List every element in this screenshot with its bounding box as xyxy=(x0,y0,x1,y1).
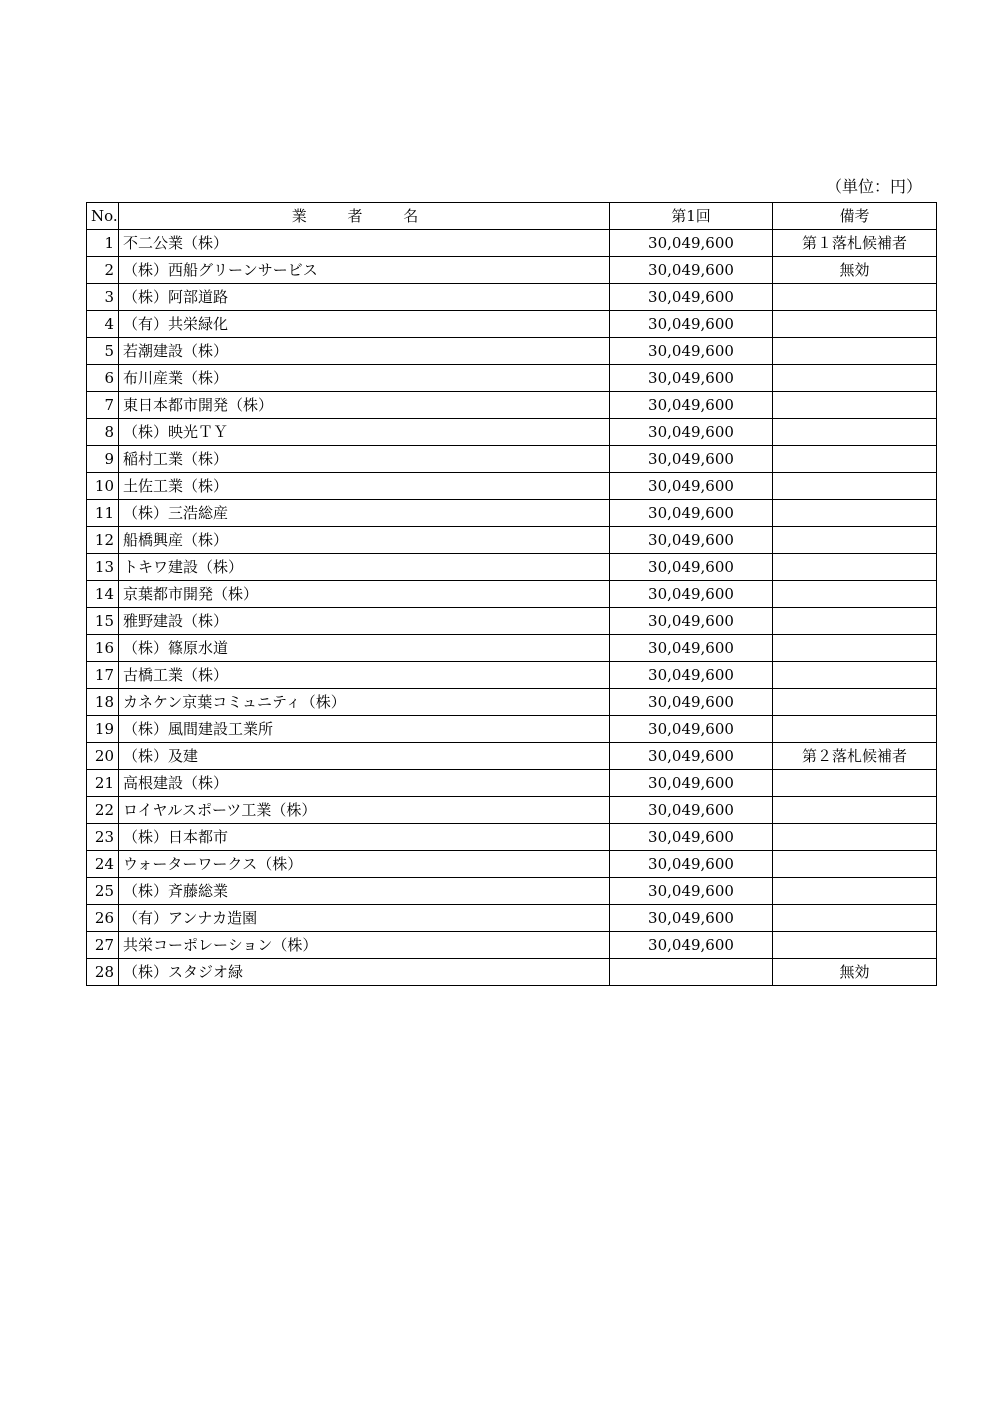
row-company-name: 不二公業（株） xyxy=(119,230,610,257)
header-note: 備考 xyxy=(773,203,937,230)
row-no: 16 xyxy=(87,635,119,662)
table-row xyxy=(87,446,937,473)
row-no: 7 xyxy=(87,392,119,419)
row-no: 18 xyxy=(87,689,119,716)
row-no: 1 xyxy=(87,230,119,257)
row-note xyxy=(773,392,937,419)
row-note: 無効 xyxy=(773,959,937,986)
row-no: 12 xyxy=(87,527,119,554)
row-company-name: （株）阿部道路 xyxy=(119,284,610,311)
row-note xyxy=(773,419,937,446)
row-no: 20 xyxy=(87,743,119,770)
row-bid-amount: 30,049,600 xyxy=(610,662,773,689)
row-note xyxy=(773,284,937,311)
row-company-name: 東日本都市開発（株） xyxy=(119,392,610,419)
row-note xyxy=(773,716,937,743)
row-company-name: （株）斉藤総業 xyxy=(119,878,610,905)
row-no: 10 xyxy=(87,473,119,500)
row-bid-amount: 30,049,600 xyxy=(610,689,773,716)
unit-label: （単位：円） xyxy=(825,177,922,196)
row-no: 13 xyxy=(87,554,119,581)
row-company-name: （有）共栄緑化 xyxy=(119,311,610,338)
table-row xyxy=(87,932,937,959)
table-row xyxy=(87,905,937,932)
table-row xyxy=(87,257,937,284)
row-company-name: 雅野建設（株） xyxy=(119,608,610,635)
row-bid-amount: 30,049,600 xyxy=(610,635,773,662)
row-bid-amount: 30,049,600 xyxy=(610,527,773,554)
row-company-name: 古橋工業（株） xyxy=(119,662,610,689)
row-no: 24 xyxy=(87,851,119,878)
row-company-name: ロイヤルスポーツ工業（株） xyxy=(119,797,610,824)
table-row xyxy=(87,959,937,986)
row-note: 第１落札候補者 xyxy=(773,230,937,257)
row-note xyxy=(773,932,937,959)
table-row xyxy=(87,716,937,743)
row-company-name: （株）篠原水道 xyxy=(119,635,610,662)
row-company-name: 高根建設（株） xyxy=(119,770,610,797)
table-row xyxy=(87,770,937,797)
row-company-name: 土佐工業（株） xyxy=(119,473,610,500)
row-bid-amount: 30,049,600 xyxy=(610,365,773,392)
table-row xyxy=(87,851,937,878)
row-bid-amount: 30,049,600 xyxy=(610,905,773,932)
table-row xyxy=(87,878,937,905)
row-no: 27 xyxy=(87,932,119,959)
row-no: 22 xyxy=(87,797,119,824)
row-bid-amount: 30,049,600 xyxy=(610,500,773,527)
table-body xyxy=(87,230,937,986)
row-no: 17 xyxy=(87,662,119,689)
table-row xyxy=(87,311,937,338)
bid-results-table xyxy=(86,202,937,986)
row-no: 28 xyxy=(87,959,119,986)
table-row xyxy=(87,581,937,608)
table-row xyxy=(87,365,937,392)
row-note xyxy=(773,770,937,797)
row-no: 19 xyxy=(87,716,119,743)
row-note xyxy=(773,689,937,716)
row-bid-amount: 30,049,600 xyxy=(610,230,773,257)
row-bid-amount: 30,049,600 xyxy=(610,608,773,635)
table-row xyxy=(87,662,937,689)
row-no: 15 xyxy=(87,608,119,635)
row-company-name: 若潮建設（株） xyxy=(119,338,610,365)
table-row xyxy=(87,824,937,851)
row-bid-amount: 30,049,600 xyxy=(610,284,773,311)
row-note xyxy=(773,311,937,338)
row-no: 11 xyxy=(87,500,119,527)
table-row xyxy=(87,689,937,716)
row-no: 14 xyxy=(87,581,119,608)
table-row xyxy=(87,284,937,311)
row-note xyxy=(773,797,937,824)
row-note xyxy=(773,473,937,500)
row-note xyxy=(773,851,937,878)
table-row xyxy=(87,608,937,635)
table-row xyxy=(87,473,937,500)
row-bid-amount: 30,049,600 xyxy=(610,797,773,824)
row-no: 21 xyxy=(87,770,119,797)
row-company-name: （株）日本都市 xyxy=(119,824,610,851)
row-note xyxy=(773,500,937,527)
table-row xyxy=(87,500,937,527)
row-bid-amount: 30,049,600 xyxy=(610,932,773,959)
row-note: 無効 xyxy=(773,257,937,284)
row-company-name: 稲村工業（株） xyxy=(119,446,610,473)
row-note xyxy=(773,338,937,365)
row-company-name: 共栄コーポレーション（株） xyxy=(119,932,610,959)
row-note xyxy=(773,365,937,392)
table-row xyxy=(87,554,937,581)
row-bid-amount: 30,049,600 xyxy=(610,716,773,743)
row-bid-amount: 30,049,600 xyxy=(610,419,773,446)
row-note: 第２落札候補者 xyxy=(773,743,937,770)
row-note xyxy=(773,824,937,851)
row-bid-amount: 30,049,600 xyxy=(610,878,773,905)
row-no: 25 xyxy=(87,878,119,905)
header-name-text: 業 者 名 xyxy=(291,207,437,225)
row-bid-amount: 30,049,600 xyxy=(610,257,773,284)
row-bid-amount: 30,049,600 xyxy=(610,824,773,851)
row-company-name: 船橋興産（株） xyxy=(119,527,610,554)
row-no: 6 xyxy=(87,365,119,392)
row-bid-amount: 30,049,600 xyxy=(610,851,773,878)
row-company-name: （株）三浩総産 xyxy=(119,500,610,527)
table-row xyxy=(87,743,937,770)
table-row xyxy=(87,635,937,662)
row-note xyxy=(773,527,937,554)
row-no: 26 xyxy=(87,905,119,932)
header-no: No. xyxy=(87,203,119,230)
row-company-name: ウォーターワークス（株） xyxy=(119,851,610,878)
row-bid-amount: 30,049,600 xyxy=(610,473,773,500)
row-bid-amount: 30,049,600 xyxy=(610,770,773,797)
row-company-name: カネケン京葉コミュニティ（株） xyxy=(119,689,610,716)
table-header-row xyxy=(87,203,937,230)
row-note xyxy=(773,635,937,662)
table-row xyxy=(87,527,937,554)
table-row xyxy=(87,392,937,419)
row-no: 23 xyxy=(87,824,119,851)
table-row xyxy=(87,419,937,446)
row-no: 3 xyxy=(87,284,119,311)
row-company-name: 京葉都市開発（株） xyxy=(119,581,610,608)
table-row xyxy=(87,338,937,365)
row-company-name: （有）アンナカ造園 xyxy=(119,905,610,932)
row-company-name: （株）スタジオ緑 xyxy=(119,959,610,986)
row-bid-amount xyxy=(610,959,773,986)
row-bid-amount: 30,049,600 xyxy=(610,392,773,419)
row-no: 4 xyxy=(87,311,119,338)
table-row xyxy=(87,797,937,824)
header-round: 第1回 xyxy=(610,203,773,230)
row-bid-amount: 30,049,600 xyxy=(610,554,773,581)
row-note xyxy=(773,878,937,905)
row-company-name: （株）及建 xyxy=(119,743,610,770)
row-no: 5 xyxy=(87,338,119,365)
row-note xyxy=(773,581,937,608)
row-bid-amount: 30,049,600 xyxy=(610,446,773,473)
row-note xyxy=(773,446,937,473)
row-no: 8 xyxy=(87,419,119,446)
row-company-name: 布川産業（株） xyxy=(119,365,610,392)
row-note xyxy=(773,905,937,932)
row-no: 9 xyxy=(87,446,119,473)
row-bid-amount: 30,049,600 xyxy=(610,338,773,365)
header-name xyxy=(119,203,610,230)
row-note xyxy=(773,662,937,689)
table-row xyxy=(87,230,937,257)
row-company-name: （株）風間建設工業所 xyxy=(119,716,610,743)
row-note xyxy=(773,608,937,635)
row-company-name: （株）西船グリーンサービス xyxy=(119,257,610,284)
row-company-name: （株）映光ＴＹ xyxy=(119,419,610,446)
row-bid-amount: 30,049,600 xyxy=(610,311,773,338)
row-bid-amount: 30,049,600 xyxy=(610,743,773,770)
row-note xyxy=(773,554,937,581)
row-no: 2 xyxy=(87,257,119,284)
row-company-name: トキワ建設（株） xyxy=(119,554,610,581)
row-bid-amount: 30,049,600 xyxy=(610,581,773,608)
